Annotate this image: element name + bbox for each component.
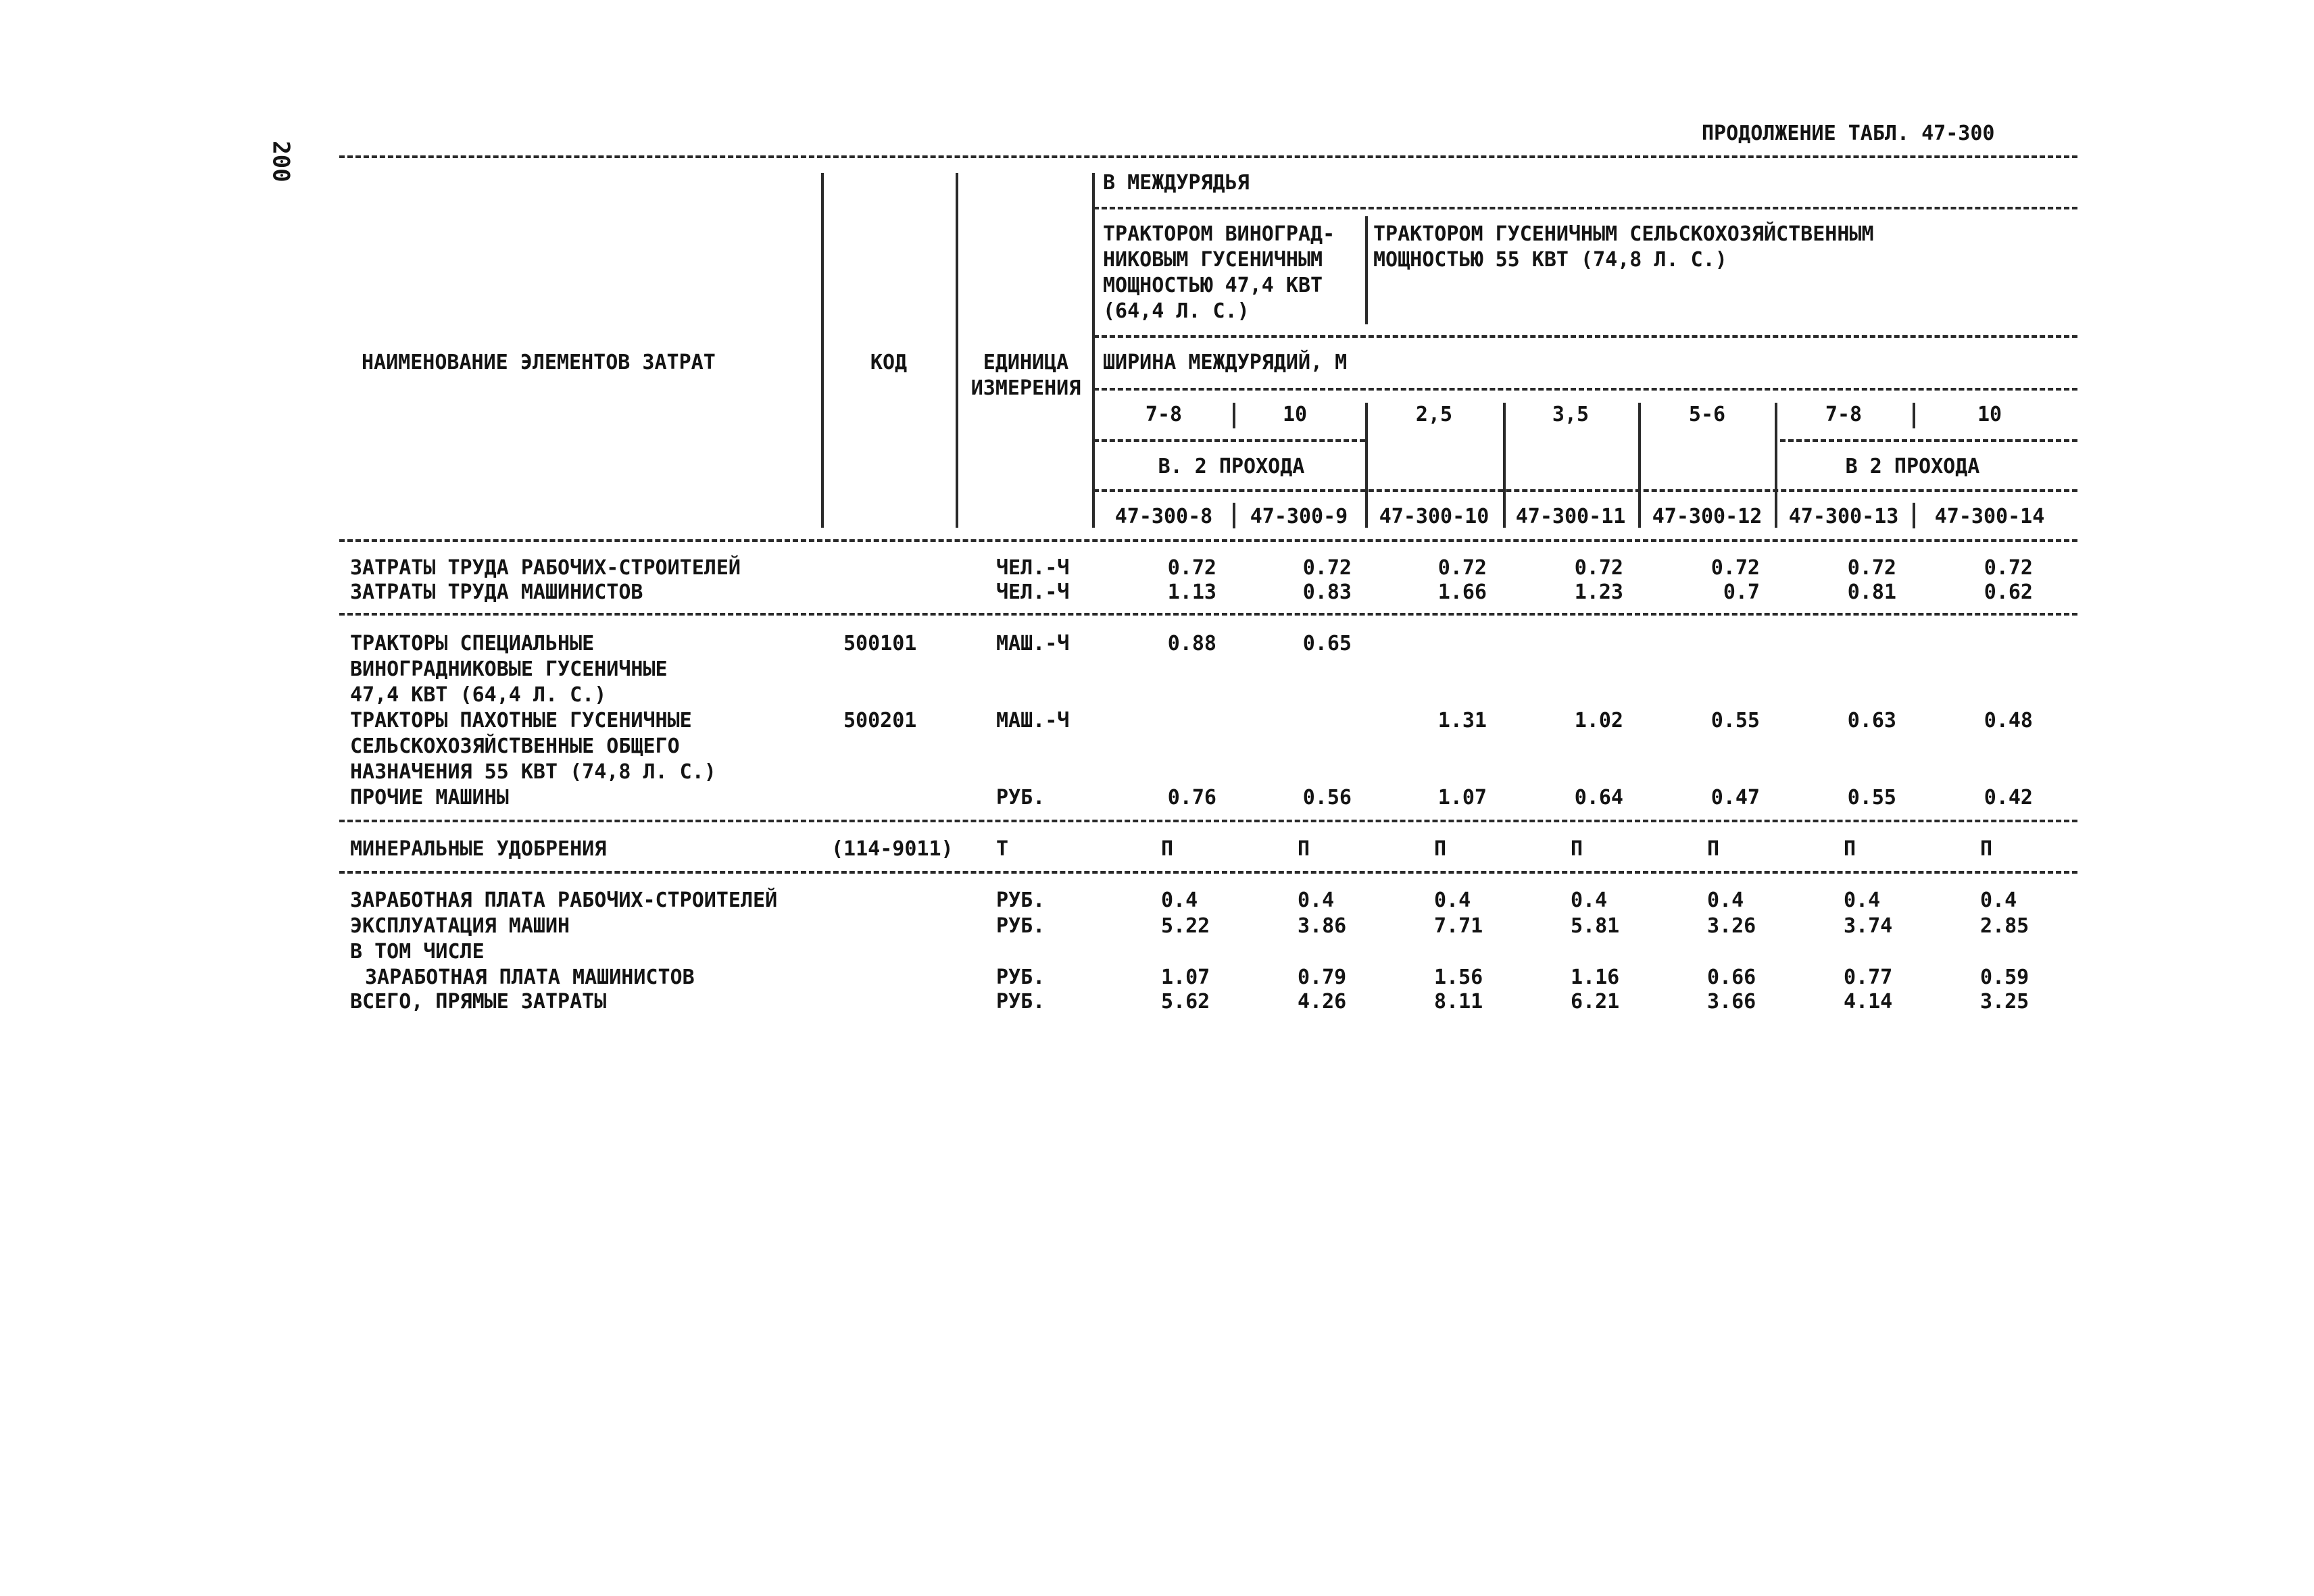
cell: 0.4 [1571,889,1608,912]
cell: 0.79 [1298,966,1347,989]
rule-codes [1093,489,2077,492]
row-name: ЗАТРАТЫ ТРУДА МАШИНИСТОВ [350,580,643,604]
rule-top [339,155,2077,158]
width-1: 7-8 [1145,403,1183,426]
cell: 3.25 [1980,990,2029,1014]
cell: П [1434,837,1447,861]
cell: 0.62 [1984,580,2033,604]
width-6: 7-8 [1825,403,1863,426]
cell: П [1571,837,1583,861]
header-crawler-1: ТРАКТОРОМ ГУСЕНИЧНЫМ СЕЛЬСКОХОЗЯЙСТВЕННЫМ [1373,222,1874,246]
page-number: 200 [267,141,295,182]
row-code: (114-9011) [831,837,954,861]
code-1: 47-300-8 [1114,505,1213,528]
rule-section-1 [339,613,2077,616]
cell: 3.74 [1844,914,1893,938]
vrule-w5 [1775,403,1777,528]
cell: 3.26 [1707,914,1756,938]
width-2: 10 [1282,403,1308,426]
width-3: 2,5 [1415,403,1453,426]
vrule-c6 [1913,503,1915,528]
cell: 0.42 [1984,786,2033,809]
rule-widths [1093,388,2077,391]
header-unit-line1: ЕДИНИЦА [983,351,1069,374]
cell: 1.07 [1161,966,1210,989]
cell: 1.23 [1574,580,1623,604]
header-vineyard-1: ТРАКТОРОМ ВИНОГРАД- [1103,222,1335,246]
rule-pass-right [1780,439,2077,442]
cell: 0.63 [1847,709,1896,732]
header-vineyard-2: НИКОВЫМ ГУСЕНИЧНЫМ [1103,248,1323,272]
row-name: НАЗНАЧЕНИЯ 55 КВТ (74,8 Л. С.) [350,760,716,784]
cell: 0.48 [1984,709,2033,732]
header-crawler-2: МОЩНОСТЬЮ 55 КВТ (74,8 Л. С.) [1373,248,1727,272]
cell: 4.14 [1844,990,1893,1014]
vrule-code [956,173,958,528]
row-name: ЗАТРАТЫ ТРУДА РАБОЧИХ-СТРОИТЕЛЕЙ [350,556,741,580]
cell: 0.72 [1167,556,1216,580]
rule-header-end [339,539,2077,542]
rule-group [1093,207,2077,209]
row-code: 500201 [843,709,917,732]
row-unit: РУБ. [996,889,1045,912]
row-unit: МАШ.-Ч [996,709,1070,732]
cell: 5.62 [1161,990,1210,1014]
code-3: 47-300-10 [1379,505,1490,528]
cell: 0.56 [1302,786,1352,809]
code-7: 47-300-14 [1934,505,2045,528]
row-name: ТРАКТОРЫ СПЕЦИАЛЬНЫЕ [350,632,595,655]
cell: 0.55 [1847,786,1896,809]
cell: П [1844,837,1856,861]
cell: 5.22 [1161,914,1210,938]
cell: 1.02 [1574,709,1623,732]
pass-right: В 2 ПРОХОДА [1845,455,1980,478]
cell: 4.26 [1298,990,1347,1014]
cell: 0.72 [1437,556,1487,580]
cell: 0.81 [1847,580,1896,604]
vrule-w1 [1233,403,1235,428]
row-unit: Т [996,837,1009,861]
cell: 1.66 [1437,580,1487,604]
cell: 0.72 [1847,556,1896,580]
cell: 0.64 [1574,786,1623,809]
header-row-width: ШИРИНА МЕЖДУРЯДИЙ, М [1103,351,1348,374]
row-name: ВСЕГО, ПРЯМЫЕ ЗАТРАТЫ [350,990,607,1014]
cell: 0.47 [1710,786,1760,809]
cell: 3.66 [1707,990,1756,1014]
row-name: ЗАРАБОТНАЯ ПЛАТА МАШИНИСТОВ [365,966,695,989]
row-unit: ЧЕЛ.-Ч [996,580,1070,604]
header-vineyard-4: (64,4 Л. С.) [1103,299,1250,323]
row-name: ЗАРАБОТНАЯ ПЛАТА РАБОЧИХ-СТРОИТЕЛЕЙ [350,889,778,912]
cell: 0.4 [1161,889,1198,912]
rule-tractors [1093,335,2077,338]
cell: 1.13 [1167,580,1216,604]
row-name: 47,4 КВТ (64,4 Л. С.) [350,683,607,707]
header-group: В МЕЖДУРЯДЬЯ [1103,171,1250,195]
cell: 5.81 [1571,914,1620,938]
row-unit: МАШ.-Ч [996,632,1070,655]
code-5: 47-300-12 [1652,505,1763,528]
cell: 3.86 [1298,914,1347,938]
header-code: КОД [870,351,908,374]
vrule-tractors [1365,216,1368,324]
cell: П [1980,837,1993,861]
code-6: 47-300-13 [1788,505,1899,528]
cell: 0.83 [1302,580,1352,604]
cell: 2.85 [1980,914,2029,938]
cell: 0.77 [1844,966,1893,989]
cell: 1.56 [1434,966,1483,989]
vrule-unit [1092,173,1095,528]
cell: 1.16 [1571,966,1620,989]
cell: 6.21 [1571,990,1620,1014]
cell: 0.4 [1298,889,1335,912]
rule-pass-left [1093,439,1365,442]
cell: 8.11 [1434,990,1483,1014]
cell: 7.71 [1434,914,1483,938]
row-unit: ЧЕЛ.-Ч [996,556,1070,580]
vrule-w2 [1365,403,1368,528]
cell: 1.07 [1437,786,1487,809]
cell: 0.4 [1707,889,1744,912]
vrule-w4 [1638,403,1641,528]
row-unit: РУБ. [996,966,1045,989]
cell: 0.72 [1710,556,1760,580]
cell: 0.55 [1710,709,1760,732]
row-name: СЕЛЬСКОХОЗЯЙСТВЕННЫЕ ОБЩЕГО [350,734,680,758]
cell: 0.72 [1984,556,2033,580]
row-name: ПРОЧИЕ МАШИНЫ [350,786,509,809]
cell: 0.4 [1844,889,1881,912]
cell: 0.72 [1574,556,1623,580]
cell: П [1707,837,1720,861]
cell: 0.4 [1980,889,2017,912]
row-name: ТРАКТОРЫ ПАХОТНЫЕ ГУСЕНИЧНЫЕ [350,709,692,732]
vrule-w6 [1913,403,1915,428]
cell: 0.65 [1302,632,1352,655]
header-vineyard-3: МОЩНОСТЬЮ 47,4 КВТ [1103,274,1323,297]
cell: 1.31 [1437,709,1487,732]
cell: 0.7 [1723,580,1760,604]
width-5: 5-6 [1688,403,1726,426]
vrule-c1 [1233,503,1235,528]
rule-section-2 [339,820,2077,822]
cell: 0.76 [1167,786,1216,809]
width-7: 10 [1977,403,2002,426]
row-name: В ТОМ ЧИСЛЕ [350,940,485,964]
table-caption: ПРОДОЛЖЕНИЕ ТАБЛ. 47-300 [1702,122,1995,145]
cell: 0.66 [1707,966,1756,989]
row-unit: РУБ. [996,786,1045,809]
code-4: 47-300-11 [1515,505,1626,528]
pass-left: В. 2 ПРОХОДА [1158,455,1305,478]
cell: 0.88 [1167,632,1216,655]
cell: 0.72 [1302,556,1352,580]
row-name: МИНЕРАЛЬНЫЕ УДОБРЕНИЯ [350,837,607,861]
rule-section-3 [339,871,2077,874]
vrule-name [821,173,824,528]
cell: 0.59 [1980,966,2029,989]
code-2: 47-300-9 [1250,505,1348,528]
vrule-w3 [1503,403,1506,528]
row-name: ЭКСПЛУАТАЦИЯ МАШИН [350,914,570,938]
cell: 0.4 [1434,889,1471,912]
header-unit-line2: ИЗМЕРЕНИЯ [970,376,1081,400]
row-unit: РУБ. [996,990,1045,1014]
row-code: 500101 [843,632,917,655]
cell: П [1298,837,1310,861]
cell: П [1161,837,1174,861]
width-4: 3,5 [1552,403,1590,426]
row-name: ВИНОГРАДНИКОВЫЕ ГУСЕНИЧНЫЕ [350,657,668,681]
header-name: НАИМЕНОВАНИЕ ЭЛЕМЕНТОВ ЗАТРАТ [362,351,716,374]
row-unit: РУБ. [996,914,1045,938]
